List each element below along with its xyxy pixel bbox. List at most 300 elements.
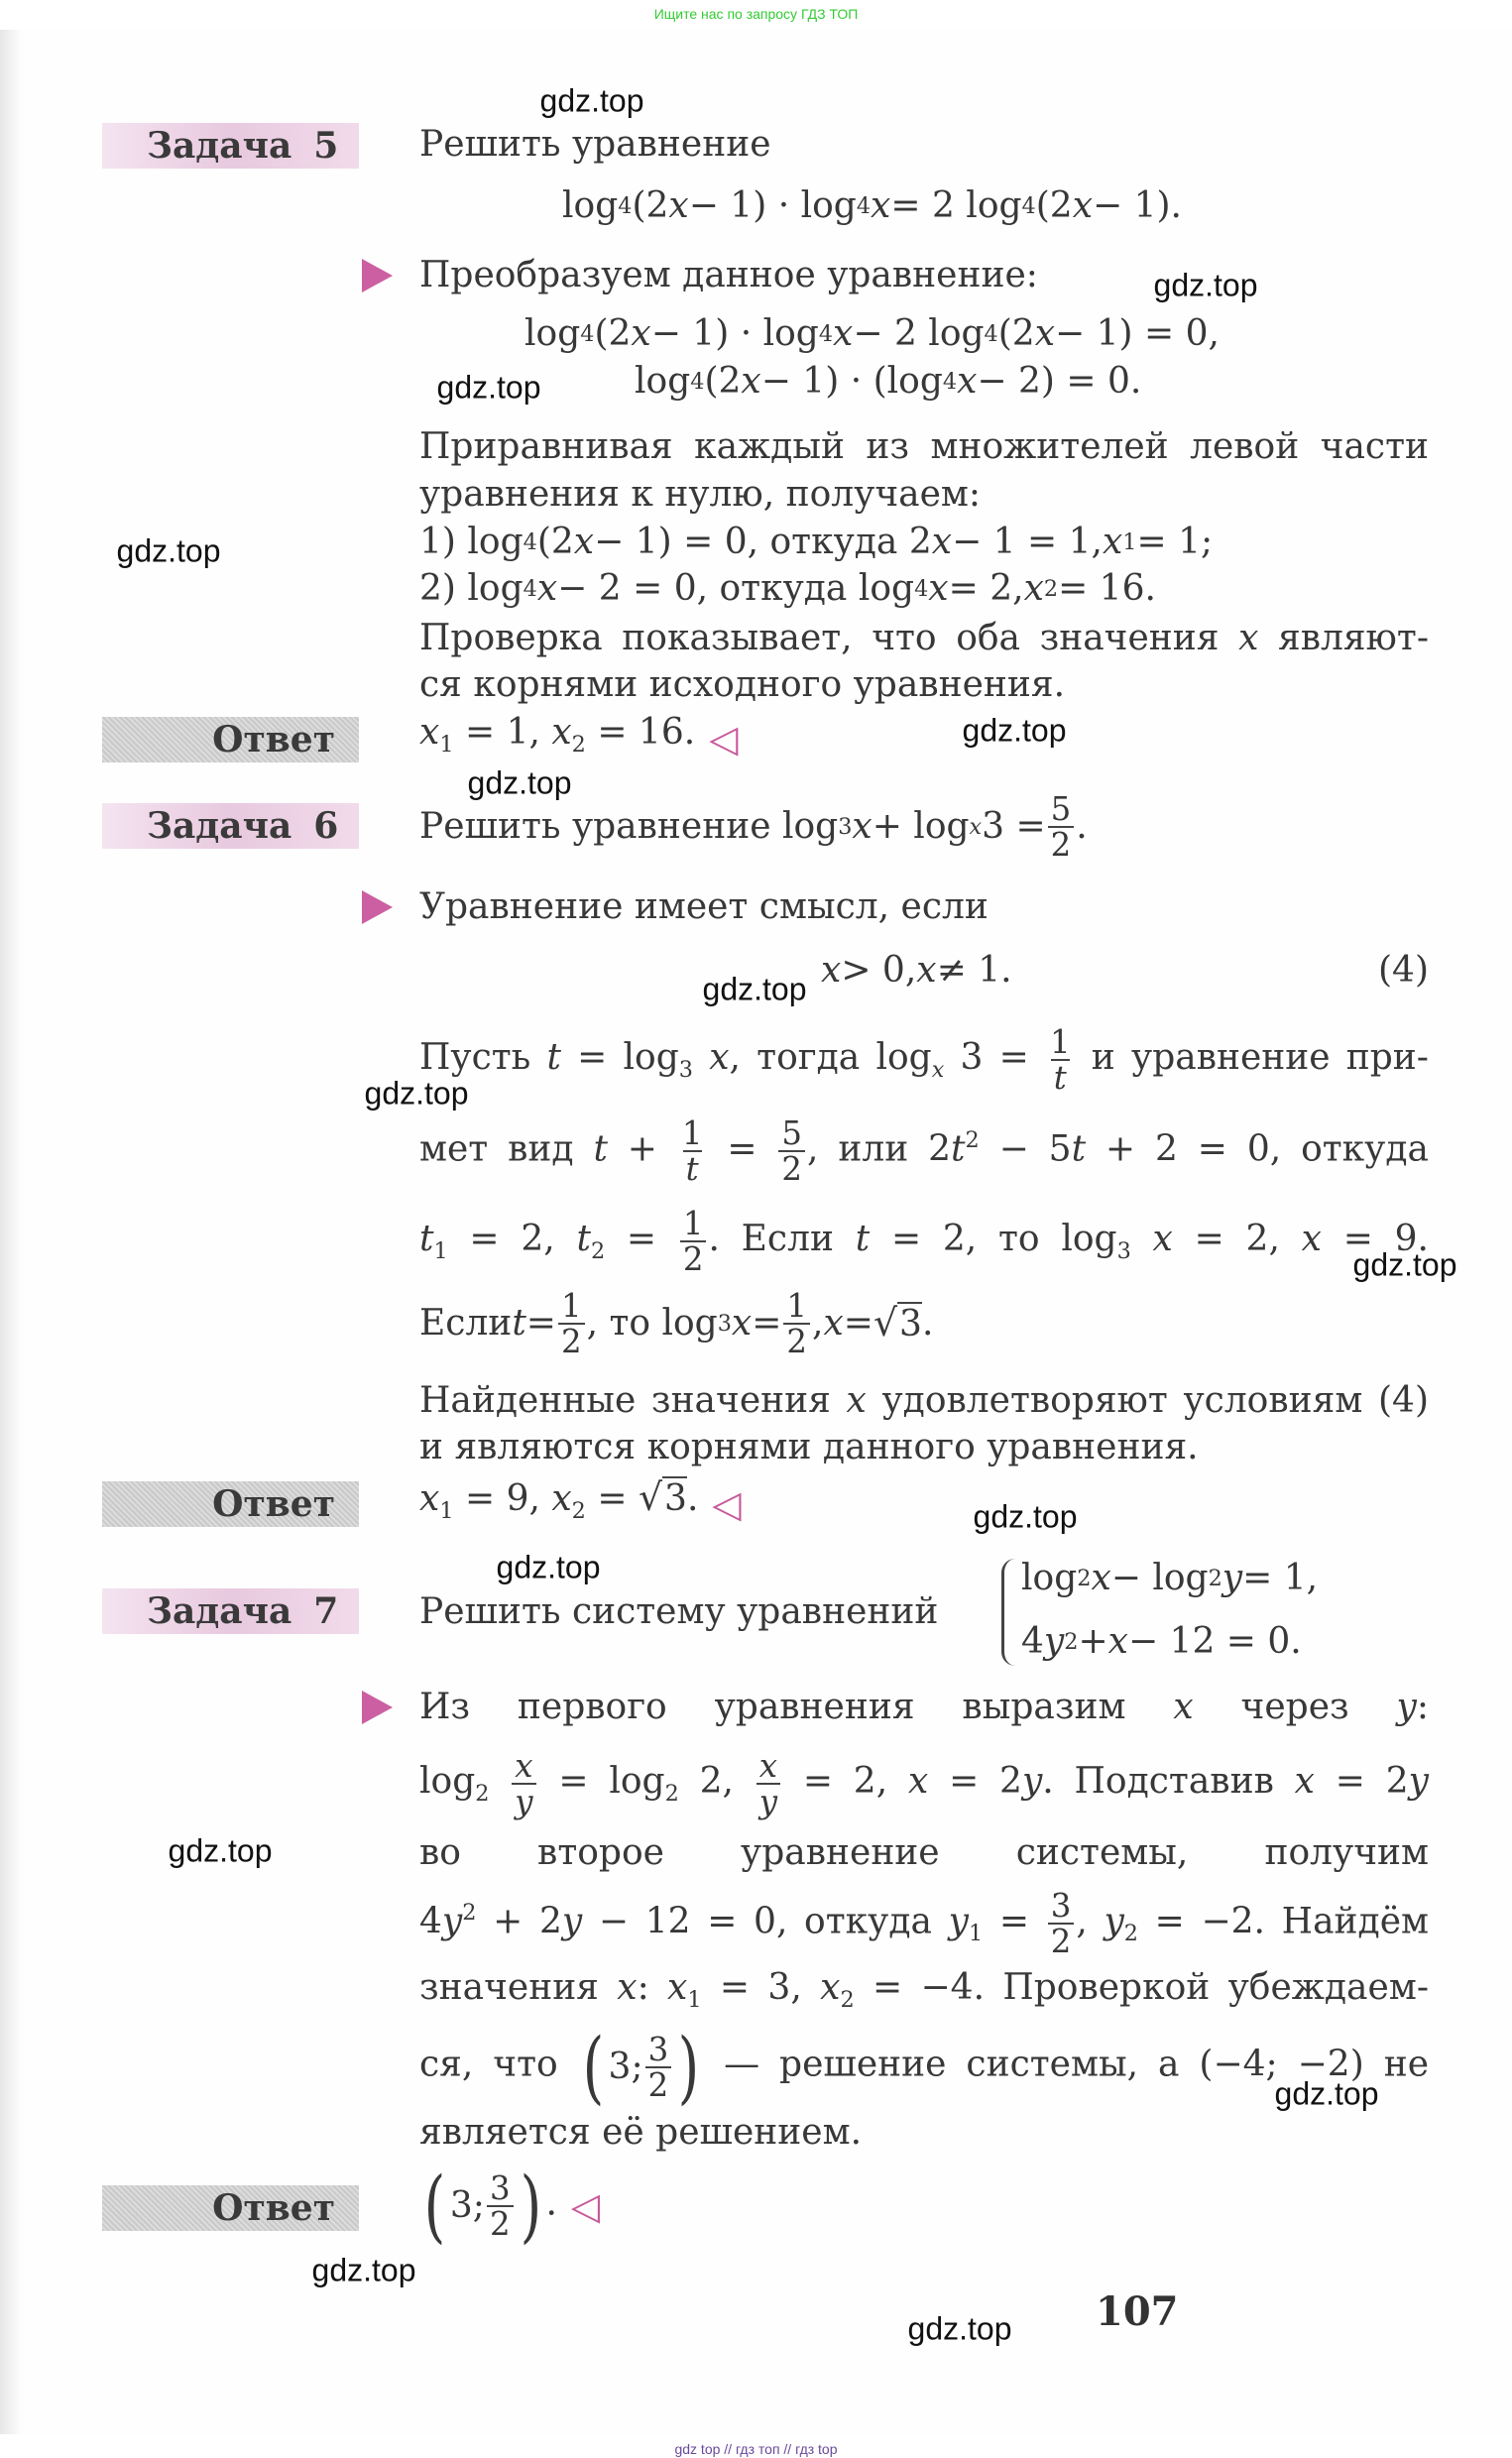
watermark: gdz.top xyxy=(467,764,572,801)
math-variable: y xyxy=(1104,1901,1124,1942)
text-run: во второе уравнение системы, получим xyxy=(419,1832,1429,1873)
math-variable: y xyxy=(1043,1621,1065,1662)
subscript: 4 xyxy=(580,321,595,347)
radical-sign: √ xyxy=(872,1301,898,1345)
text-run: = log xyxy=(560,1037,679,1079)
text-run: = 2, то log xyxy=(870,1219,1117,1260)
math-variable: t xyxy=(855,1219,871,1260)
solution-start-icon xyxy=(362,890,393,924)
right-paren: ) xyxy=(520,2160,541,2253)
text-run: + 2 xyxy=(476,1901,562,1942)
subscript: 4 xyxy=(984,321,998,347)
task-6-para-6 xyxy=(419,1424,1199,1471)
math-variable: x xyxy=(907,1761,929,1803)
subscript: 2 xyxy=(1043,576,1059,602)
subscript: 4 xyxy=(1021,193,1036,219)
subscript: 4 xyxy=(690,369,705,395)
task-5-para-4 xyxy=(419,661,1065,709)
numerator: 3 xyxy=(647,2030,669,2068)
fraction xyxy=(645,2030,672,2104)
math-variable: x xyxy=(536,568,558,609)
text-run: − 1) · log xyxy=(688,185,857,226)
text-run xyxy=(1131,1219,1153,1259)
math-variable: t xyxy=(576,1219,591,1260)
fraction xyxy=(1048,789,1075,864)
task-6-intro xyxy=(419,883,989,931)
watermark: gdz.top xyxy=(962,712,1067,749)
text-run: = xyxy=(585,1478,639,1520)
solution-start-icon xyxy=(362,1691,393,1724)
subscript: 4 xyxy=(618,193,633,219)
math-variable: x xyxy=(846,1380,867,1421)
task-number: 7 xyxy=(313,1590,339,1632)
text-run: (2 xyxy=(536,522,574,562)
text-run: Приравнивая каждый из множителей левой части xyxy=(419,426,1429,467)
superscript: 2 xyxy=(462,1900,477,1926)
subscript: 2 xyxy=(475,1780,490,1807)
numerator: 1 xyxy=(786,1286,808,1325)
math-variable: x xyxy=(1072,185,1093,226)
subscript: 1 xyxy=(439,1497,454,1524)
task-6-para-2 xyxy=(419,1114,1429,1189)
math-variable: t xyxy=(593,1128,608,1170)
text-run: = 9, xyxy=(453,1478,552,1520)
text-run: = 3, xyxy=(701,1967,821,2008)
task-5-intro xyxy=(419,252,1038,299)
text-run: log xyxy=(1021,1558,1078,1598)
text-run: и уравнение при- xyxy=(1075,1037,1429,1079)
math-variable: t xyxy=(546,1037,561,1079)
numerator: 1 xyxy=(682,1205,704,1242)
text-run: являют- xyxy=(1258,618,1429,658)
answer-text xyxy=(419,1473,698,1535)
watermark: gdz.top xyxy=(1153,267,1258,303)
text-run: , тогда log xyxy=(729,1037,932,1079)
watermark: gdz.top xyxy=(168,1832,273,1869)
denominator: 2 xyxy=(778,1150,805,1186)
task-label-text: Задача xyxy=(147,805,292,847)
subscript: 3 xyxy=(838,814,853,840)
task-number: 6 xyxy=(313,805,339,847)
text-run: . xyxy=(921,1303,934,1344)
text-run: − 1 = 1, xyxy=(952,522,1103,562)
denominator: t xyxy=(1051,1059,1070,1095)
math-variable: x xyxy=(1152,1219,1173,1260)
subscript: 2 xyxy=(1208,1566,1222,1591)
square-root xyxy=(638,1475,687,1520)
text-run: , или 2 xyxy=(807,1128,952,1170)
denominator: y xyxy=(756,1783,780,1818)
subscript: x xyxy=(969,814,983,840)
math-variable: x xyxy=(1023,568,1044,609)
subscript: 2 xyxy=(664,1780,679,1807)
text-run: = xyxy=(983,1901,1046,1942)
math-variable: x xyxy=(931,522,953,562)
text-run: . xyxy=(545,2183,557,2225)
task-6-condition xyxy=(821,947,1012,995)
answer-label: Ответ xyxy=(102,2185,359,2231)
text-run: + xyxy=(607,1128,677,1170)
task-7-label xyxy=(102,1588,359,1634)
text-run: 2, xyxy=(678,1761,755,1803)
math-variable: x xyxy=(1238,618,1259,658)
ordered-pair xyxy=(419,2160,545,2253)
text-run: Решить уравнение log xyxy=(419,806,839,847)
math-variable: x xyxy=(1173,1687,1194,1727)
text-run: − log xyxy=(1110,1558,1209,1598)
task-5-transform-1 xyxy=(524,310,1220,358)
task-5-para-1 xyxy=(419,423,1429,471)
text-run: − 1) = 0, откуда 2 xyxy=(594,522,932,562)
denominator: 2 xyxy=(1048,1923,1075,1958)
text-run: = 2 xyxy=(928,1761,1022,1803)
text-run: Преобразуем данное уравнение: xyxy=(419,255,1038,295)
text-run: − 2 log xyxy=(853,313,985,354)
text-run: = 1, xyxy=(1242,1558,1319,1598)
watermark: gdz.top xyxy=(539,82,644,119)
numerator: 3 xyxy=(489,2168,511,2207)
subscript: 1 xyxy=(1122,529,1137,555)
square-root xyxy=(873,1299,922,1348)
answer-text xyxy=(419,709,695,768)
text-run: значения xyxy=(419,1967,618,2008)
math-variable: y xyxy=(1396,1687,1417,1727)
text-run: (2 xyxy=(632,185,669,226)
text-run: , xyxy=(812,1303,824,1344)
watermark: gdz.top xyxy=(907,2310,1012,2347)
denominator: 2 xyxy=(783,1323,810,1358)
right-paren: ) xyxy=(677,2021,700,2113)
text-run: 4 xyxy=(1021,1621,1044,1662)
subscript: 2 xyxy=(1077,1566,1092,1591)
task-7-para-1 xyxy=(419,1684,1429,1731)
subscript: 1 xyxy=(433,1237,448,1264)
superscript: 2 xyxy=(1064,1629,1079,1655)
text-run: является её решением. xyxy=(419,2112,863,2153)
fraction xyxy=(1047,1023,1074,1098)
numerator: 5 xyxy=(781,1114,803,1153)
text-run: (2 xyxy=(1035,185,1073,226)
task-7-para-4 xyxy=(419,1887,1429,1961)
numerator: 1 xyxy=(1049,1023,1071,1061)
watermark: gdz.top xyxy=(364,1075,469,1112)
subscript: 2 xyxy=(840,1986,855,2013)
subscript: 4 xyxy=(856,193,872,219)
text-run: (2 xyxy=(704,361,742,402)
system-brace xyxy=(1001,1559,1022,1666)
text-run: Пусть xyxy=(419,1037,547,1079)
text-run: − 5 xyxy=(979,1128,1072,1170)
text-run: . xyxy=(686,1478,699,1520)
subscript: x xyxy=(931,1056,945,1083)
text-run: Проверка показывает, что оба значения xyxy=(419,618,1239,658)
text-run: ся, что xyxy=(419,2044,578,2085)
task-5-transform-2 xyxy=(635,358,1141,406)
text-run xyxy=(489,1761,510,1802)
denominator: 2 xyxy=(487,2205,514,2241)
math-variable: x xyxy=(957,361,978,402)
fraction xyxy=(512,1747,535,1821)
solution-start-icon xyxy=(362,259,393,293)
text-run: (2 xyxy=(594,313,632,354)
math-variable: x xyxy=(631,313,651,354)
task-7-para-3 xyxy=(419,1829,1429,1877)
answer-text xyxy=(419,2160,557,2253)
top-search-note: Ищите нас по запросу ГДЗ ТОП xyxy=(653,6,859,22)
subscript: 1 xyxy=(968,1921,984,1947)
answer-label: Ответ xyxy=(102,1481,359,1527)
task-5-case-2 xyxy=(419,565,1156,613)
math-variable: x xyxy=(709,1037,730,1079)
subscript: 1 xyxy=(687,1986,702,2013)
answer-label: Ответ xyxy=(102,717,359,762)
task-label-text: Задача xyxy=(147,1590,292,1632)
condition-number: (4) xyxy=(1378,950,1429,991)
math-variable: x xyxy=(852,806,872,847)
text-run: 4 xyxy=(419,1901,442,1942)
watermark: gdz.top xyxy=(436,369,541,406)
denominator: 2 xyxy=(645,2066,672,2102)
system-equation-2 xyxy=(1021,1618,1302,1666)
math-variable: x xyxy=(731,1303,753,1344)
math-variable: t xyxy=(419,1219,434,1260)
fraction xyxy=(679,1114,706,1189)
numerator: x xyxy=(758,1747,778,1785)
task-6-label xyxy=(102,803,359,849)
text-run: log xyxy=(635,361,691,402)
left-paren: ( xyxy=(582,2021,604,2113)
text-run: Решить систему уравнений xyxy=(419,1591,939,1632)
watermark: gdz.top xyxy=(116,532,221,569)
solution-end-icon: ◁ xyxy=(570,2184,601,2228)
text-run: = xyxy=(707,1128,777,1170)
solution-end-icon: ◁ xyxy=(709,717,739,761)
task-6-para-4 xyxy=(419,1286,934,1360)
numerator: 5 xyxy=(1050,789,1072,828)
radicand: 3 xyxy=(664,1478,687,1520)
text-run: Из первого уравнения выразим xyxy=(419,1687,1174,1727)
subscript: 2 xyxy=(590,1237,606,1264)
radical-sign: √ xyxy=(638,1475,663,1520)
text-run: = 16. xyxy=(585,712,696,754)
text-run: ся корнями исходного уравнения. xyxy=(419,664,1066,705)
math-variable: y xyxy=(948,1901,969,1942)
math-variable: x xyxy=(928,568,949,609)
text-run: = −2. Найдём xyxy=(1137,1901,1429,1942)
math-variable: x xyxy=(1102,522,1123,562)
watermark: gdz.top xyxy=(311,2252,416,2288)
text-run: : xyxy=(1416,1687,1429,1727)
text-run: = xyxy=(843,1303,873,1344)
fraction xyxy=(558,1286,585,1360)
task-7-statement xyxy=(419,1588,938,1636)
task-7-para-7 xyxy=(419,2109,862,2157)
watermark: gdz.top xyxy=(1352,1246,1457,1283)
task-7-answer xyxy=(419,2160,601,2253)
solution-end-icon: ◁ xyxy=(712,1482,742,1526)
task-7-para-2 xyxy=(419,1747,1429,1821)
numerator: 3 xyxy=(1050,1887,1072,1926)
text-run: Найденные значения xyxy=(419,1380,847,1421)
math-variable: y xyxy=(441,1901,463,1942)
text-run: . Подставив xyxy=(1042,1761,1295,1803)
text-run: (2 xyxy=(997,313,1035,354)
text-run: 3 = xyxy=(982,806,1046,847)
task-7-para-5 xyxy=(419,1964,1429,2012)
denominator: 2 xyxy=(1048,826,1075,862)
text-run: . xyxy=(1076,806,1088,847)
text-run: = 2 log xyxy=(890,185,1022,226)
math-variable: x xyxy=(419,712,440,754)
math-variable: x xyxy=(668,185,689,226)
math-variable: x xyxy=(871,185,891,226)
math-variable: x xyxy=(833,313,854,354)
math-variable: x xyxy=(1034,313,1055,354)
task-5-case-1 xyxy=(419,519,1213,566)
ordered-pair xyxy=(578,2021,704,2113)
text-run: через xyxy=(1193,1687,1397,1727)
text-run: − 12 = 0, откуда xyxy=(582,1901,949,1942)
fraction xyxy=(783,1286,810,1360)
fraction xyxy=(487,2168,514,2243)
numerator: x xyxy=(515,1747,533,1785)
text-run: log xyxy=(524,313,581,354)
denominator: t xyxy=(683,1150,702,1186)
math-variable: x xyxy=(551,712,572,754)
text-run: 2) log xyxy=(419,568,523,609)
subscript: 4 xyxy=(818,321,834,347)
math-variable: x xyxy=(1107,1621,1128,1662)
system-equation-1 xyxy=(1021,1555,1318,1602)
subscript: 2 xyxy=(571,731,586,758)
math-variable: y xyxy=(1021,1761,1043,1803)
math-variable: x xyxy=(667,1967,688,2008)
text-run: = log xyxy=(537,1761,665,1803)
radicand: 3 xyxy=(899,1304,922,1345)
text-run: 1) log xyxy=(419,522,523,562)
text-run: Уравнение имеет смысл, если xyxy=(419,886,989,927)
text-run: Если xyxy=(419,1303,513,1344)
text-run: уравнения к нулю, получаем: xyxy=(419,474,982,515)
text-run: − 12 = 0. xyxy=(1127,1621,1302,1662)
text-run: , то log xyxy=(586,1303,718,1344)
text-run: log xyxy=(562,185,619,226)
text-run: мет вид xyxy=(419,1128,594,1170)
numerator: 1 xyxy=(560,1286,582,1325)
text-run: 3 = xyxy=(944,1037,1045,1079)
subscript: 4 xyxy=(914,576,929,602)
task-5-label xyxy=(102,123,359,169)
text-run: = 9. xyxy=(1321,1219,1430,1260)
subscript: 3 xyxy=(1116,1237,1131,1264)
text-run: − 1). xyxy=(1093,185,1182,226)
denominator: 2 xyxy=(558,1323,585,1358)
task-5-equation xyxy=(562,182,1182,230)
text-run: − 1) = 0, xyxy=(1055,313,1220,354)
text-run: удовлетворяют условиям (4) xyxy=(866,1380,1429,1421)
fraction xyxy=(680,1205,707,1279)
page-number: 107 xyxy=(1096,2288,1179,2335)
left-paren: ( xyxy=(423,2160,446,2253)
text-run: + 2 = 0, откуда xyxy=(1086,1128,1429,1170)
text-run: = xyxy=(605,1219,678,1260)
text-run: . Если xyxy=(708,1219,856,1260)
math-variable: x xyxy=(1091,1558,1111,1598)
math-variable: t xyxy=(951,1128,966,1170)
task-label-text: Задача xyxy=(147,125,292,167)
math-variable: x xyxy=(820,1967,841,2008)
subscript: 3 xyxy=(717,1311,732,1337)
text-run: : xyxy=(637,1967,668,2008)
page-edge-shadow xyxy=(0,30,22,2434)
footer-note: gdz top // гдз топ // гдз top xyxy=(674,2441,838,2457)
text-run: = 2, xyxy=(447,1219,577,1260)
denominator: 2 xyxy=(680,1240,707,1276)
fraction xyxy=(1048,1887,1075,1961)
subscript: 1 xyxy=(439,731,454,758)
watermark: gdz.top xyxy=(496,1549,601,1585)
math-variable: x xyxy=(551,1478,572,1520)
math-variable: x xyxy=(617,1967,638,2008)
math-variable: t xyxy=(512,1303,526,1344)
text-run xyxy=(693,1037,709,1078)
subscript: 2 xyxy=(1123,1921,1138,1947)
task-6-para-1 xyxy=(419,1023,1429,1098)
text-run: + xyxy=(1078,1621,1108,1662)
text-run: = 1; xyxy=(1136,522,1214,562)
text-run: = 1, xyxy=(453,712,552,754)
text-run: = xyxy=(525,1303,556,1344)
watermark: gdz.top xyxy=(973,1498,1078,1535)
denominator: y xyxy=(512,1783,535,1818)
text-run: > 0, xyxy=(841,950,917,991)
math-variable: y xyxy=(561,1901,583,1942)
fraction xyxy=(756,1747,780,1821)
numerator: 1 xyxy=(681,1114,703,1153)
task-6-statement xyxy=(419,789,1088,864)
text-run: ≠ 1. xyxy=(936,950,1012,991)
math-variable: t xyxy=(1071,1128,1087,1170)
math-variable: x xyxy=(419,1478,440,1520)
subscript: 2 xyxy=(571,1497,586,1524)
math-variable: x xyxy=(741,361,761,402)
text-run: − 2) = 0. xyxy=(977,361,1142,402)
superscript: 2 xyxy=(965,1127,980,1153)
text-run: 3; xyxy=(608,2046,643,2087)
text-run: — решение системы, а (−4; −2) не xyxy=(704,2044,1430,2085)
subscript: 4 xyxy=(523,576,537,602)
math-variable: x xyxy=(1294,1761,1315,1803)
watermark: gdz.top xyxy=(1274,2075,1379,2112)
task-6-para-5 xyxy=(419,1377,1429,1425)
text-run: + log xyxy=(872,806,970,847)
text-run: , xyxy=(1076,1901,1105,1942)
text-run: = 2, xyxy=(948,568,1024,609)
text-run: 3; xyxy=(449,2185,485,2226)
text-run: = 16. xyxy=(1058,568,1156,609)
math-variable: x xyxy=(821,950,842,991)
task-5-para-2 xyxy=(419,471,981,519)
text-run: Решить уравнение xyxy=(419,124,771,165)
task-5-para-3 xyxy=(419,615,1429,662)
subscript: 3 xyxy=(678,1056,693,1083)
subscript: 4 xyxy=(523,529,537,555)
task-number: 5 xyxy=(313,125,339,167)
task-5-answer xyxy=(419,712,739,762)
text-run: − 1) · log xyxy=(650,313,819,354)
task-6-answer xyxy=(419,1475,742,1528)
text-run: = −4. Проверкой убеждаем- xyxy=(854,1967,1429,2008)
